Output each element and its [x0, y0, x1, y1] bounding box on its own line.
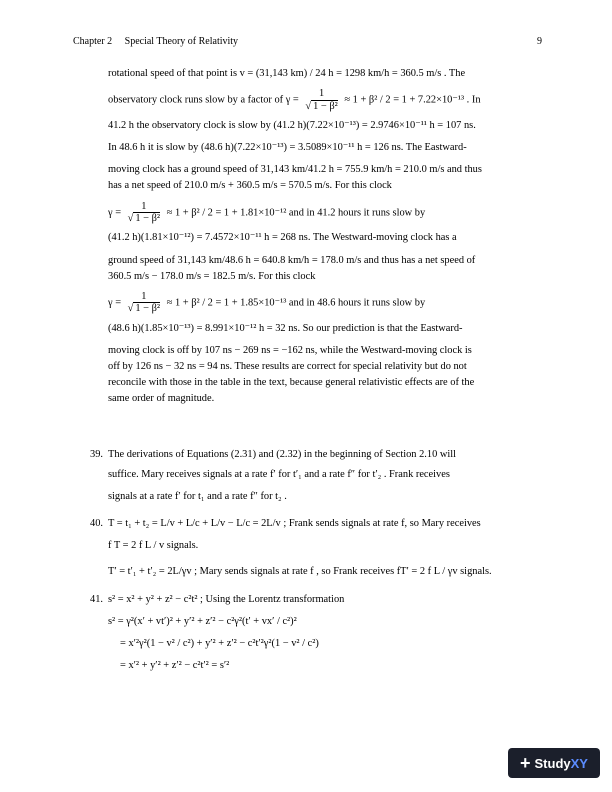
text-line: reconcile with those in the table in the text, because general relativistic effects are of the — [108, 377, 475, 388]
text-line: In 48.6 h it is slow by (48.6 h)(7.22×10⁻¹³) = 3.5089×10⁻¹¹ h = 126 ns. The Eastward- — [108, 142, 467, 154]
text-line: rotational speed of that point is v = (31,143 km) / 24 h = 1298 km/h = 360.5 m/s . The — [108, 68, 466, 79]
problem-number: 41. — [90, 594, 103, 605]
text-line: The derivations of Equations (2.31) and (2.32) in the beginning of Section 2.10 will — [108, 449, 457, 460]
running-header — [73, 36, 238, 47]
equation-line: s² = γ²(x′ + vt′)² + y′² + z′² − c²γ²(t′ + vx′ / c²)² — [108, 616, 297, 628]
text-line: observatory clock runs slow by a factor of γ = $\frac{1}{\text{√ 1 − β²}}$ ≈ 1 + β² / 2 = 1 + 7.22×10⁻¹³ . In — [108, 88, 481, 112]
gamma-fraction: $\frac{1}{\text{√ 1 − β²}}$ — [127, 290, 161, 315]
problem-39 — [90, 447, 550, 505]
gamma-fraction: $\frac{1}{\text{√ 1 − β²}}$ — [305, 88, 338, 112]
equation-line: = x′² + y′² + z′² − c²t′² = s′² — [120, 660, 230, 672]
chapter-label: Chapter 2 — [73, 36, 113, 47]
equation-line: f T = 2 f L / v signals. — [108, 540, 199, 552]
text-line: (41.2 h)(1.81×10⁻¹²) = 7.4572×10⁻¹¹ h = 268 ns. The Westward-moving clock has a — [108, 232, 457, 244]
text-line: off by 126 ns − 32 ns = 94 ns. These results are correct for special relativity but do not — [108, 360, 467, 372]
chapter-title: Special Theory of Relativity — [124, 36, 239, 47]
problem-number: 40. — [90, 518, 103, 529]
text-line: ground speed of 31,143 km/48.6 h = 640.8 km/h = 178.0 m/s and thus has a net speed of — [108, 254, 476, 266]
solution-38-body — [108, 66, 548, 413]
text-line: has a net speed of 210.0 m/s + 360.5 m/s = 570.5 m/s. For this clock — [108, 180, 392, 192]
equation-line: s² = x² + y² + z² − c²t² ; Using the Lorentz transformation — [108, 594, 345, 605]
text-line: moving clock has a ground speed of 31,143 km/41.2 h = 755.9 km/h = 210.0 m/s and thus — [108, 164, 482, 176]
text-line: γ = $\frac{1}{\text{√ 1 − β²}}$ ≈ 1 + β² / 2 = 1 + 1.85×10⁻¹³ and in 48.6 hours it runs slow by — [108, 290, 426, 315]
problem-number: 39. — [90, 449, 103, 460]
text-line: moving clock is off by 107 ns − 269 ns = −162 ns, while the Westward-moving clock is — [108, 344, 472, 356]
plus-icon: + — [520, 752, 531, 773]
equation-line: T = t₁ + t₂ = L/v + L/c + L/v − L/c = 2L/v ; Frank sends signals at rate f, so Mary receives — [108, 518, 481, 529]
studyxy-logo — [508, 748, 600, 778]
equation-line: = x′²γ²(1 − v² / c²) + y′² + z′² − c²t′²γ²(1 − v² / c²) — [120, 638, 319, 650]
text-line: suffice. Mary receives signals at a rate f′ for t′₁ and a rate f″ for t′₂ . Frank receives — [108, 469, 450, 481]
text-line: signals at a rate f′ for t₁ and a rate f″ for t₂ . — [108, 491, 287, 503]
text-line: 360.5 m/s − 178.0 m/s = 182.5 m/s. For this clock — [108, 270, 316, 282]
logo-text-xy: XY — [570, 755, 588, 771]
page-number: 9 — [537, 36, 542, 47]
text-line: same order of magnitude. — [108, 393, 215, 405]
problem-41 — [90, 592, 550, 675]
problem-40 — [90, 516, 550, 580]
equation-line: T′ = t′₁ + t′₂ = 2L/γv ; Mary sends signals at rate f , so Frank receives fT′ = 2 f L / γv signals. — [108, 566, 492, 578]
text-line: γ = $\frac{1}{\text{√ 1 − β²}}$ ≈ 1 + β² / 2 = 1 + 1.81×10⁻¹² and in 41.2 hours it runs slow by — [108, 200, 426, 224]
text-line: (48.6 h)(1.85×10⁻¹³) = 8.991×10⁻¹² h = 32 ns. So our prediction is that the Eastward- — [108, 322, 463, 334]
text-line: 41.2 h the observatory clock is slow by (41.2 h)(7.22×10⁻¹³) = 2.9746×10⁻¹¹ h = 107 ns. — [108, 120, 476, 131]
gamma-fraction: $\frac{1}{\text{√ 1 − β²}}$ — [127, 200, 161, 224]
logo-text-study: Study — [534, 755, 571, 771]
